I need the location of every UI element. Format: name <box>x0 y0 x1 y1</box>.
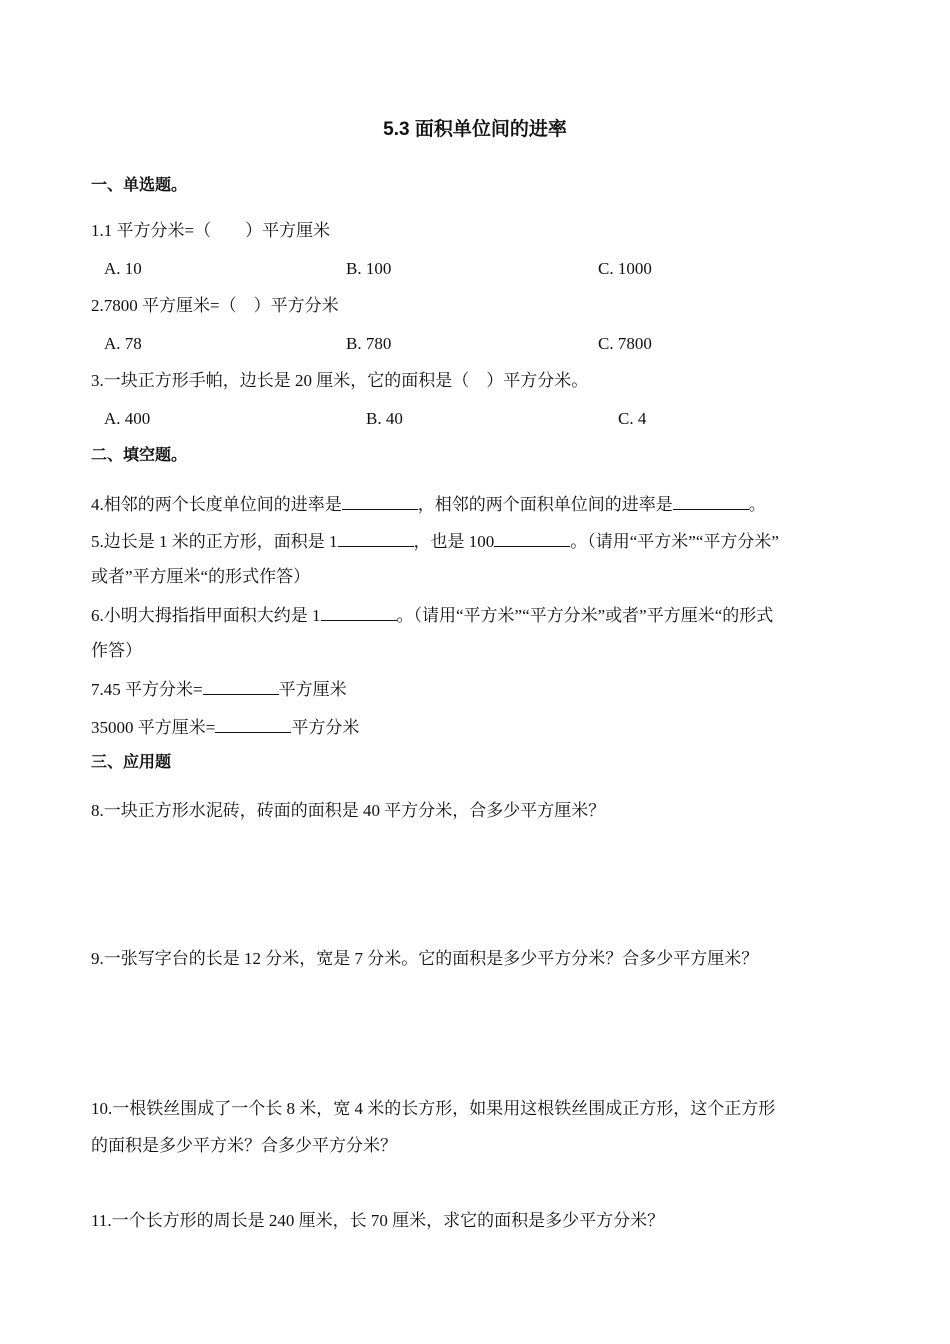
section-heading-single-choice: 一、单选题。 <box>91 177 188 194</box>
question-7b-text-1: 35000 平方厘米= <box>91 718 216 737</box>
question-4-text-3: 。 <box>748 495 766 514</box>
question-8: 8.一块正方形水泥砖，砖面的面积是 40 平方分米，合多少平方厘米？ <box>91 801 606 820</box>
section-heading-fill-blank: 二、填空题。 <box>91 447 188 464</box>
question-1-option-c[interactable]: C. 1000 <box>598 259 652 278</box>
page-title: 5.3 面积单位间的进率 <box>383 119 567 140</box>
question-1-option-a[interactable]: A. 10 <box>104 259 142 278</box>
question-4-text-2: ，相邻的两个面积单位间的进率是 <box>417 495 673 514</box>
question-3-option-b[interactable]: B. 40 <box>366 409 403 428</box>
question-4 <box>91 493 766 515</box>
question-10-line-2: 的面积是多少平方米？合多少平方分米？ <box>91 1136 397 1155</box>
question-5-text-1: 5.边长是 1 米的正方形，面积是 1 <box>91 532 338 551</box>
section-heading-application: 三、应用题 <box>91 754 172 771</box>
question-2-option-c[interactable]: C. 7800 <box>598 334 652 353</box>
question-5-text-3: 。（请用“平方米”“平方分米” <box>570 532 779 551</box>
question-10-line-1: 10.一根铁丝围成了一个长 8 米，宽 4 米的长方形，如果用这根铁丝围成正方形，这个正方形 <box>91 1099 776 1118</box>
question-3-option-c[interactable]: C. 4 <box>618 409 647 428</box>
question-2-option-b[interactable]: B. 780 <box>346 334 392 353</box>
question-7-line-2 <box>91 716 359 738</box>
answer-blank[interactable] <box>215 716 291 733</box>
question-2-option-a[interactable]: A. 78 <box>104 334 142 353</box>
question-5-line-1 <box>91 530 779 552</box>
question-4-text-1: 4.相邻的两个长度单位间的进率是 <box>91 495 342 514</box>
question-3-option-a[interactable]: A. 400 <box>104 409 151 428</box>
question-6-line-1 <box>91 604 773 626</box>
question-5-line-2: 或者”平方厘米“的形式作答） <box>91 567 311 586</box>
answer-blank[interactable] <box>203 678 279 695</box>
question-7a-text-1: 7.45 平方分米= <box>91 680 203 699</box>
question-1-option-b[interactable]: B. 100 <box>346 259 392 278</box>
question-1-stem: 1.1 平方分米=（ ）平方厘米 <box>91 221 331 240</box>
answer-blank[interactable] <box>321 604 397 621</box>
question-7a-text-2: 平方厘米 <box>278 680 347 699</box>
question-7-line-1 <box>91 678 347 700</box>
answer-blank[interactable] <box>673 493 749 510</box>
answer-blank[interactable] <box>338 530 414 547</box>
question-7b-text-2: 平方分米 <box>291 718 360 737</box>
question-3-stem: 3.一块正方形手帕，边长是 20 厘米，它的面积是（ ）平方分米。 <box>91 371 589 390</box>
question-11: 11.一个长方形的周长是 240 厘米，长 70 厘米，求它的面积是多少平方分米？ <box>91 1211 665 1230</box>
question-6-line-2: 作答） <box>91 641 142 660</box>
answer-blank[interactable] <box>494 530 570 547</box>
question-6-text-1: 6.小明大拇指指甲面积大约是 1 <box>91 606 321 625</box>
question-6-text-2: 。（请用“平方米”“平方分米”或者”平方厘米“的形式 <box>396 606 774 625</box>
question-9: 9.一张写字台的长是 12 分米，宽是 7 分米。它的面积是多少平方分米？合多少平方厘米？ <box>91 949 759 968</box>
question-2-stem: 2.7800 平方厘米=（ ）平方分米 <box>91 296 339 315</box>
answer-blank[interactable] <box>342 493 418 510</box>
question-5-text-2: ，也是 100 <box>413 532 495 551</box>
